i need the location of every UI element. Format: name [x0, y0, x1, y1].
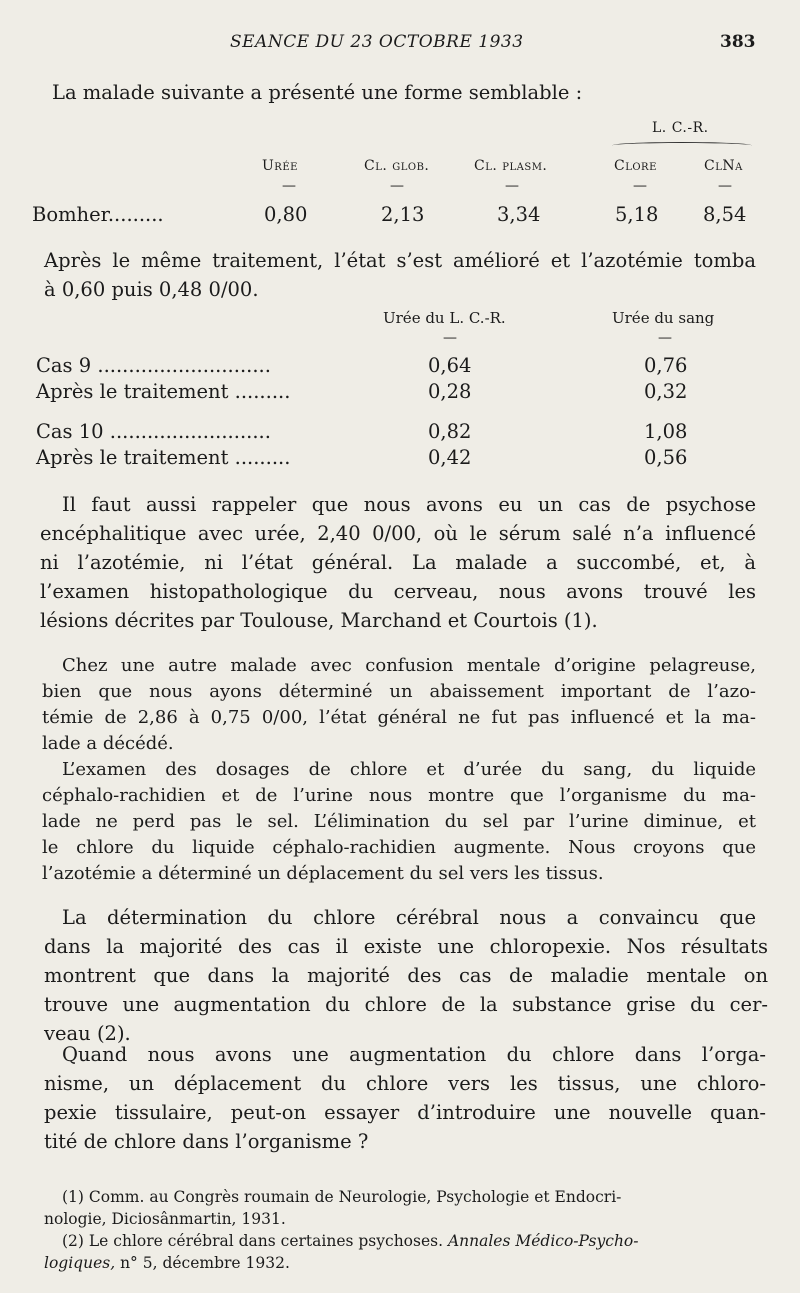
- text-line: lade a décédé.: [42, 733, 174, 754]
- col-dash: —: [718, 178, 732, 194]
- text-line: lade ne perd pas le sel. L’élimination du sel par l’urine diminue, et: [42, 811, 756, 832]
- paragraph: [62, 1040, 766, 1069]
- text-line: à 0,60 puis 0,48 0/00.: [44, 278, 259, 301]
- text-line: l’azotémie a déterminé un déplacement du sel vers les tissus.: [42, 863, 604, 884]
- text-line: nisme, un déplacement du chlore vers les tissus, une chloro-: [44, 1072, 766, 1095]
- text-line: l’examen histopathologique du cerveau, nous avons trouvé les: [40, 580, 756, 603]
- cell-value: 8,54: [703, 203, 747, 226]
- col-dash: —: [282, 178, 296, 194]
- cell-value: 0,82: [428, 420, 472, 443]
- text-line: tité de chlore dans l’organisme ?: [44, 1130, 369, 1153]
- table-row-label: Cas 10 ..........................: [36, 420, 271, 443]
- text-line: nologie, Diciosânmartin, 1931.: [44, 1210, 286, 1228]
- cell-value: 2,13: [381, 203, 425, 226]
- running-header: SEANCE DU 23 OCTOBRE 1933: [230, 32, 524, 52]
- col-dash: —: [633, 178, 647, 194]
- cell-value: 0,80: [264, 203, 308, 226]
- text-line: montrent que dans la majorité des cas de maladie mentale on: [44, 964, 768, 987]
- text-line: trouve une augmentation du chlore de la substance grise du cer-: [44, 993, 768, 1016]
- text-line: pexie tissulaire, peut-on essayer d’introduire une nouvelle quan-: [44, 1101, 766, 1124]
- paragraph: [62, 903, 756, 932]
- text-line: encéphalitique avec urée, 2,40 0/00, où le sérum salé n’a influencé: [40, 522, 756, 545]
- cell-value: 5,18: [615, 203, 659, 226]
- col-header-cl-glob: Cl. glob.: [364, 158, 430, 174]
- paragraph: [40, 519, 756, 635]
- page-number: 383: [720, 32, 756, 52]
- intro-line: La malade suivante a présenté une forme semblable :: [52, 81, 583, 104]
- text-line: Chez une autre malade avec confusion mentale d’origine pelagreuse,: [62, 655, 756, 676]
- cell-value: 1,08: [644, 420, 688, 443]
- col-dash: —: [443, 330, 457, 346]
- text-line: (2) Le chlore cérébral dans certaines psychoses. Annales Médico-Psycho-: [62, 1232, 639, 1250]
- text-line: céphalo-rachidien et de l’urine nous montre que l’organisme du ma-: [42, 785, 756, 806]
- text-line: Après le même traitement, l’état s’est amélioré et l’azotémie tomba: [44, 249, 756, 272]
- footnote-2: [44, 1230, 768, 1274]
- text-line: ni l’azotémie, ni l’état général. La malade a succombé, et, à: [40, 551, 756, 574]
- text-line: lésions décrites par Toulouse, Marchand et Courtois (1).: [40, 609, 598, 632]
- paragraph: [44, 932, 768, 1048]
- text-line: témie de 2,86 à 0,75 0/00, l’état général ne fut pas influencé et la ma-: [42, 707, 756, 728]
- table-row-label: Cas 9 ............................: [36, 354, 271, 377]
- text-line: Quand nous avons une augmentation du chlore dans l’orga-: [62, 1043, 766, 1066]
- paragraph: [62, 490, 756, 519]
- table-row-label: Après le traitement .........: [36, 446, 291, 469]
- text-line: logiques, n° 5, décembre 1932.: [44, 1254, 290, 1272]
- cell-value: 0,64: [428, 354, 472, 377]
- cell-value: 0,76: [644, 354, 688, 377]
- paragraph: [44, 246, 756, 304]
- cell-value: 3,34: [497, 203, 541, 226]
- col-header-cl-plasm: Cl. plasm.: [474, 158, 548, 174]
- footnote-1: [44, 1186, 768, 1230]
- text-line: L’examen des dosages de chlore et d’urée du sang, du liquide: [62, 759, 756, 780]
- cell-value: 0,28: [428, 380, 472, 403]
- col-dash: —: [390, 178, 404, 194]
- col-header-uree-sang: Urée du sang: [612, 309, 715, 327]
- paragraph: [62, 653, 756, 679]
- group-label-lcr: L. C.-R.: [652, 120, 709, 136]
- paragraph: [42, 679, 756, 757]
- table-row-label: Après le traitement .........: [36, 380, 291, 403]
- cell-value: 0,56: [644, 446, 688, 469]
- paragraph: [44, 1069, 766, 1156]
- text-line: bien que nous ayons déterminé un abaissement important de l’azo-: [42, 681, 756, 702]
- text-line: (1) Comm. au Congrès roumain de Neurologie, Psychologie et Endocri-: [62, 1188, 622, 1206]
- cell-value: 0,32: [644, 380, 688, 403]
- cell-value: 0,42: [428, 446, 472, 469]
- col-dash: —: [505, 178, 519, 194]
- table-row-label: Bomher.........: [32, 203, 164, 226]
- text-line: Il faut aussi rappeler que nous avons eu un cas de psychose: [62, 493, 756, 516]
- col-header-clna: ClNa: [704, 158, 743, 174]
- text-line: La détermination du chlore cérébral nous a convaincu que: [62, 906, 756, 929]
- text-line: le chlore du liquide céphalo-rachidien augmente. Nous croyons que: [42, 837, 756, 858]
- text-line: dans la majorité des cas il existe une chloropexie. Nos résultats: [44, 935, 768, 958]
- col-header-clore: Clore: [614, 158, 657, 174]
- col-header-uree: Urée: [262, 158, 298, 174]
- col-header-uree-lcr: Urée du L. C.-R.: [383, 309, 506, 327]
- group-brace: [612, 142, 752, 149]
- paragraph: [62, 757, 756, 783]
- col-dash: —: [658, 330, 672, 346]
- text-line: veau (2).: [44, 1022, 131, 1045]
- paragraph: [42, 783, 756, 887]
